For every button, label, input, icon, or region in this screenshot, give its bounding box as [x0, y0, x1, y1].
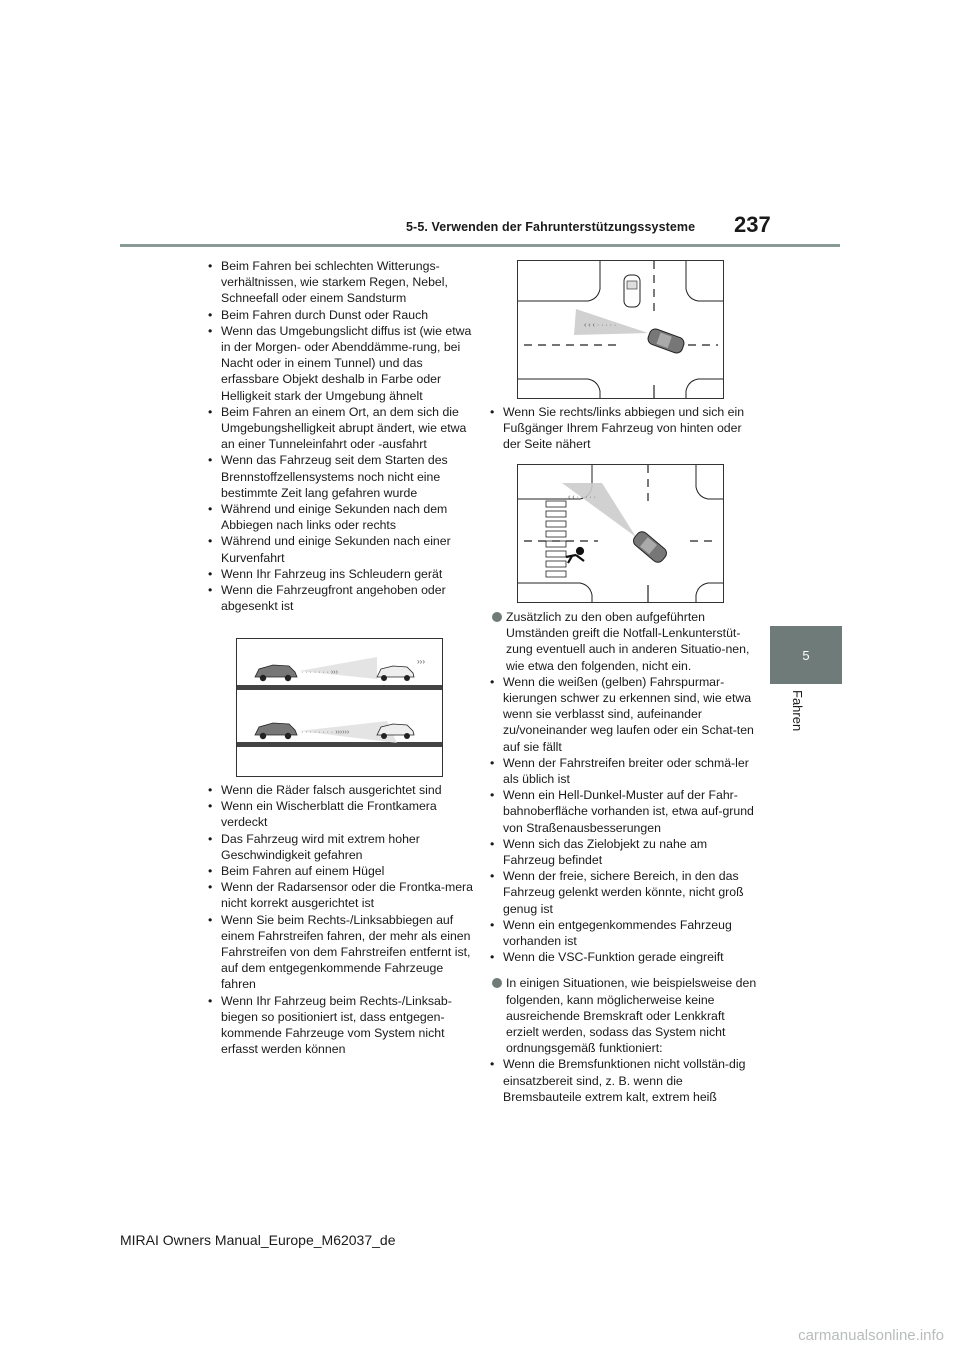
list-item: • Wenn ein Hell-Dunkel-Muster auf der Fahr-bahnoberfläche vorhanden ist, etwa auf-grund von Straßenausbesserungen: [485, 787, 758, 836]
list-item: • Wenn die weißen (gelben) Fahrspurmar-kierungen schwer zu erkennen sind, wie etwa wenn sie verblasst sind, aufeinander zu/voneinander weg laufen oder ein Schat-ten auf sie fällt: [485, 674, 758, 755]
figure-cars-road-svg: [237, 639, 442, 776]
svg-text:· · · · · · · ›››: · · · · · · · ›››: [301, 669, 338, 676]
list-item: • Wenn Sie beim Rechts-/Linksabbiegen auf einem Fahrstreifen fahren, der mehr als einen Fahrstreifen von dem Fahrstreifen entfernt ist, auf dem entgegenkommende Fahrzeuge fahren: [203, 912, 475, 993]
list-item: • Wenn die Bremsfunktionen nicht vollstän-dig einsatzbereit sind, z. B. wenn die Bremsbauteile extrem kalt, extrem heiß: [485, 1056, 758, 1105]
list-item: • Beim Fahren auf einem Hügel: [203, 863, 475, 879]
list-item: • Wenn Ihr Fahrzeug ins Schleudern gerät: [203, 566, 475, 582]
list-item: • Während und einige Sekunden nach dem Abbiegen nach links oder rechts: [203, 501, 475, 533]
list-item: • Wenn der Fahrstreifen breiter oder schmä-ler als üblich ist: [485, 755, 758, 787]
figure-pedestrian-crossing-svg: [518, 465, 723, 602]
list-item: • Wenn Sie rechts/links abbiegen und sich ein Fußgänger Ihrem Fahrzeug von hinten oder der Seite nähert: [485, 404, 757, 453]
svg-text:‹ ‹ ‹ · · · · ·: ‹ ‹ ‹ · · · · ·: [584, 322, 617, 329]
note-2: [492, 975, 758, 1056]
header-divider: [120, 244, 840, 247]
svg-text:‹ ‹ · · · · ·: ‹ ‹ · · · · ·: [568, 494, 596, 501]
list-item: • Wenn das Fahrzeug seit dem Starten des Brennstoffzellensystems noch nicht eine bestimmte Zeit lang gefahren wurde: [203, 452, 475, 501]
list-item: • Wenn der Radarsensor oder die Frontka-mera nicht korrekt ausgerichtet ist: [203, 879, 475, 911]
list-item: • Beim Fahren durch Dunst oder Rauch: [203, 307, 475, 323]
svg-text:›››: ›››: [417, 657, 425, 666]
list-item: • Beim Fahren bei schlechten Witterungs-verhältnissen, wie starkem Regen, Nebel, Schneefall oder einem Sandsturm: [203, 258, 475, 307]
list-item: • Wenn der freie, sichere Bereich, in den das Fahrzeug gelenkt werden könnte, nicht groß genug ist: [485, 868, 758, 917]
list-item: • Wenn ein Wischerblatt die Frontkamera verdeckt: [203, 798, 475, 830]
pedestrian-icon: [566, 548, 584, 563]
note-bullet-icon: [492, 978, 502, 988]
list-item: • Beim Fahren an einem Ort, an dem sich die Umgebungshelligkeit abrupt ändert, wie etwa an einer Tunneleinfahrt oder -ausfahrt: [203, 404, 475, 453]
list-item: • Wenn Ihr Fahrzeug beim Rechts-/Linksab-biegen so positioniert ist, dass entgegen-kommende Fahrzeuge vom System nicht erfasst werden können: [203, 993, 475, 1058]
note-1-text: Zusätzlich zu den oben aufgeführten Umständen greift die Notfall-Lenkunterstüt-zung eventuell auch in anderen Situatio-nen, wie etwa den folgenden, nicht ein.: [506, 610, 750, 673]
page-number: 237: [734, 212, 771, 237]
chapter-label: Fahren: [790, 690, 805, 732]
list-item: • Wenn die VSC-Funktion gerade eingreift: [485, 949, 758, 965]
note-1-list: [485, 674, 758, 966]
note-2-list: [485, 1056, 758, 1105]
watermark: carmanualsonline.info: [798, 1327, 944, 1344]
list-item: • Wenn sich das Zielobjekt zu nahe am Fahrzeug befindet: [485, 836, 758, 868]
section-title: 5-5. Verwenden der Fahrunterstützungssysteme: [406, 220, 696, 234]
chapter-number: 5: [802, 647, 810, 663]
list-item: • Wenn das Umgebungslicht diffus ist (wie etwa in der Morgen- oder Abenddämme-rung, bei Nacht oder in einem Tunnel) und das erfassbare Objekt deshalb in Farbe oder Helligkeit stark der Umgebung ähnelt: [203, 323, 475, 404]
list-item: • Wenn ein entgegenkommendes Fahrzeug vorhanden ist: [485, 917, 758, 949]
note-bullet-icon: [492, 612, 502, 622]
list-item: • Wenn die Fahrzeugfront angehoben oder abgesenkt ist: [203, 582, 475, 614]
note-1: [492, 609, 758, 674]
list-item: • Wenn die Räder falsch ausgerichtet sind: [203, 782, 475, 798]
chapter-tab: [770, 626, 842, 684]
right-notes-wrapper: [492, 609, 758, 1105]
left-list-top: [203, 258, 475, 614]
footer-manual-id: MIRAI Owners Manual_Europe_M62037_de: [120, 1232, 396, 1248]
right-list-fig1: [485, 404, 757, 453]
note-2-text: In einigen Situationen, wie beispielsweise den folgenden, kann möglicherweise keine ausreichende Bremskraft oder Lenkkraft erzielt werden, sodass das System nicht ordnungsgemäß funktioniert:: [506, 976, 757, 1056]
left-list-bottom-wrapper: [203, 782, 475, 1057]
left-list-top-wrapper: [203, 258, 475, 614]
right-list-fig1-wrapper: [485, 404, 757, 453]
figure-pedestrian-crossing: [517, 464, 724, 603]
left-list-bottom: [203, 782, 475, 1057]
list-item: • Während und einige Sekunden nach einer Kurvenfahrt: [203, 533, 475, 565]
svg-text:· · · · · · · · ››››››: · · · · · · · · ››››››: [301, 729, 350, 736]
list-item: • Das Fahrzeug wird mit extrem hoher Geschwindigkeit gefahren: [203, 831, 475, 863]
figure-intersection-oncoming-svg: [518, 261, 723, 398]
figure-intersection-oncoming: [517, 260, 724, 399]
figure-cars-road: [236, 638, 443, 777]
